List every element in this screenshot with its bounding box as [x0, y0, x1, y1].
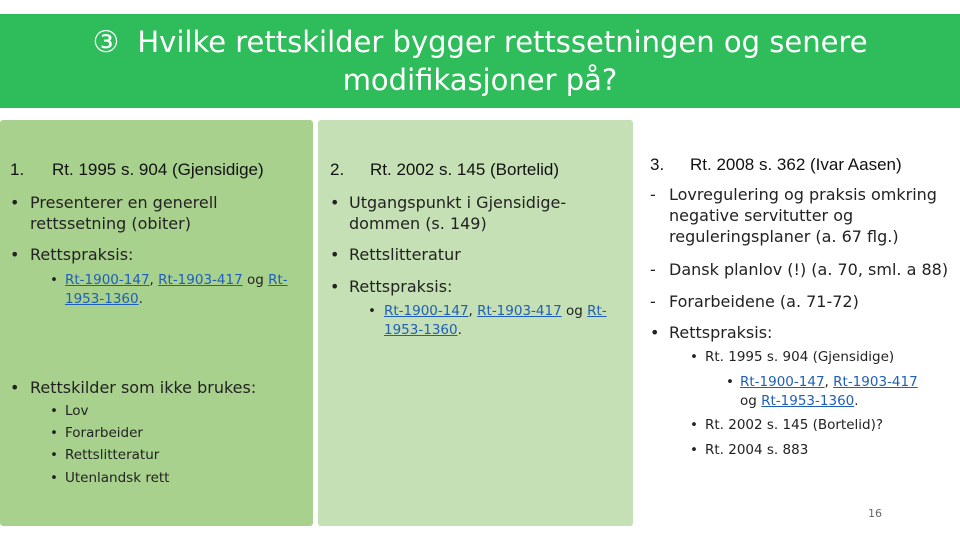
col1-case-links: Rt-1900-147, Rt-1903-417 og Rt- 1953-1360.	[65, 272, 288, 307]
list-item: Forarbeider	[65, 425, 143, 441]
col1-item2: Rettspraksis:	[30, 245, 134, 264]
list-item: Utenlandsk rett	[65, 470, 170, 486]
bullet-dot: •	[690, 442, 698, 458]
bullet-dot: •	[650, 323, 660, 342]
bullet-dot: •	[10, 378, 20, 397]
title-banner	[0, 14, 960, 108]
bullet-dot: •	[330, 193, 340, 212]
col2-item3: Rettspraksis:	[349, 277, 453, 296]
link-rt-1953-1360[interactable]: Rt-	[268, 272, 288, 288]
col3-sub2: Rt. 2002 s. 145 (Bortelid)?	[705, 417, 884, 433]
bullet-dot: •	[50, 272, 58, 288]
link-rt-1953-1360[interactable]: Rt-1953-1360	[761, 393, 855, 409]
page-number: 16	[868, 507, 882, 520]
col1-item1: Presenterer en generell rettssetning (obiter)	[30, 193, 218, 233]
bullet-dot: •	[330, 245, 340, 264]
bullet-dot: •	[50, 403, 58, 419]
col2-item1: Utgangspunkt i Gjensidige- dommen (s. 149)	[349, 193, 567, 233]
link-rt-1953-1360-cont[interactable]: 1953-1360	[384, 322, 458, 338]
bullet-dot: •	[10, 193, 20, 212]
bullet-dot: •	[330, 277, 340, 296]
col3-case-links: Rt-1900-147, Rt-1903-417 og Rt-1953-1360.	[740, 374, 918, 409]
link-rt-1900-147[interactable]: Rt-1900-147	[384, 303, 469, 319]
bullet-dot: •	[690, 417, 698, 433]
dash-marker: -	[650, 185, 656, 204]
bullet-dot: •	[50, 470, 58, 486]
bullet-dot: •	[50, 447, 58, 463]
link-rt-1900-147[interactable]: Rt-1900-147	[740, 374, 825, 390]
link-rt-1903-417[interactable]: Rt-1903-417	[477, 303, 562, 319]
col2-item2: Rettslitteratur	[349, 245, 461, 264]
col1-item3: Rettskilder som ikke brukes:	[30, 378, 257, 397]
list-item: Rettslitteratur	[65, 447, 160, 463]
dash-marker: -	[650, 292, 656, 311]
dash-marker: -	[650, 260, 656, 279]
bullet-dot: •	[726, 374, 734, 390]
bullet-dot: •	[10, 245, 20, 264]
slide-title-line2: modifikasjoner på?	[342, 63, 618, 97]
col3-sub3: Rt. 2004 s. 883	[705, 442, 809, 458]
slide-title-line1: ③ Hvilke rettskilder bygger rettssetningen og senere	[0, 22, 960, 63]
col3-item1: Lovregulering og praksis omkring negative servitutter og reguleringsplaner (a. 67 flg.)	[669, 185, 937, 246]
bullet-dot: •	[50, 425, 58, 441]
list-item: Lov	[65, 403, 89, 419]
bullet-dot: •	[368, 303, 376, 319]
col3-item2: Dansk planlov (!) (a. 70, sml. a 88)	[669, 260, 949, 279]
link-rt-1953-1360[interactable]: Rt-	[587, 303, 607, 319]
col3-sub1: Rt. 1995 s. 904 (Gjensidige)	[705, 349, 895, 365]
circled-number: ③	[92, 25, 120, 60]
link-rt-1903-417[interactable]: Rt-1903-417	[833, 374, 918, 390]
link-rt-1900-147[interactable]: Rt-1900-147	[65, 272, 150, 288]
panel-gjensidige	[0, 120, 313, 526]
col3-item3: Forarbeidene (a. 71-72)	[669, 292, 859, 311]
col3-item4: Rettspraksis:	[669, 323, 773, 342]
link-rt-1903-417[interactable]: Rt-1903-417	[158, 272, 243, 288]
bullet-dot: •	[690, 349, 698, 365]
link-rt-1953-1360-cont[interactable]: 1953-1360	[65, 291, 139, 307]
col2-case-links: Rt-1900-147, Rt-1903-417 og Rt- 1953-1360.	[384, 303, 607, 338]
